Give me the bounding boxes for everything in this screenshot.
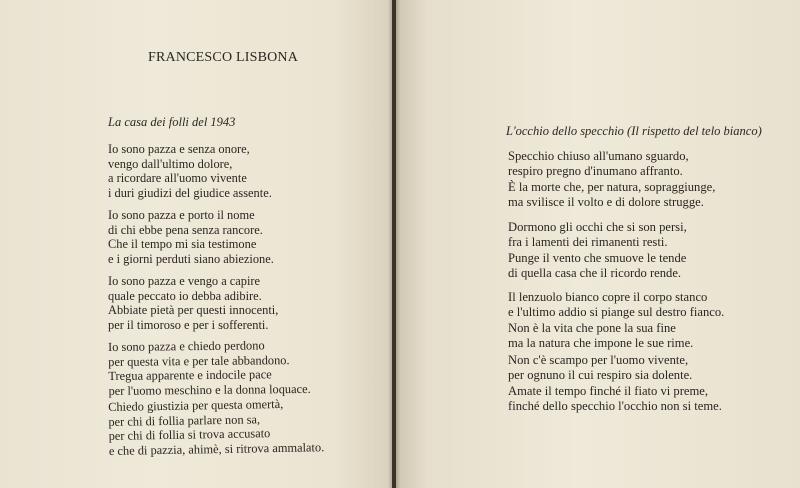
verse-line: Io sono pazza e vengo a capire <box>108 274 261 288</box>
stanza-left-2 <box>108 208 274 266</box>
verse-line: vengo dall'ultimo dolore, <box>108 156 233 171</box>
stanza-left-1 <box>108 142 272 200</box>
verse-line: quale peccato io debba adibire. <box>108 288 262 303</box>
verse-line: Tregua apparente e indocile pace <box>108 367 272 384</box>
verse-line: Punge il vento che smuove le tende <box>508 250 687 265</box>
poem-title-left: La casa dei folli del 1943 <box>108 115 236 129</box>
right-page <box>396 0 800 488</box>
verse-line: Che il tempo mi sia testimone <box>108 237 257 252</box>
verse-line: e che di pazzia, ahimè, si ritrova ammalato. <box>108 440 325 458</box>
stanza-left-3 <box>108 274 278 332</box>
verse-line: per l'uomo meschino e la donna loquace. <box>108 381 311 398</box>
stanza-right-2 <box>508 220 687 282</box>
verse-line: per ognuno il cui respiro sia dolente. <box>508 368 693 383</box>
verse-line: Chiedo giustizia per questa omertà, <box>108 396 284 414</box>
verse-line: Non c'è scampo per l'uomo vivente, <box>508 353 689 367</box>
verse-line: Specchio chiuso all'umano sguardo, <box>508 149 689 163</box>
verse-line: respiro pregno d'inumano affranto. <box>508 164 683 179</box>
verse-line: finché dello specchio l'occhio non si teme. <box>508 399 722 414</box>
stanza-right-3 <box>508 290 724 352</box>
verse-line: i duri giudizi del giudice assente. <box>108 185 272 200</box>
stanza-right-1 <box>508 149 715 211</box>
verse-line: ma svilisce il volto e di dolore strugge. <box>508 195 704 210</box>
stanza-left-5 <box>108 396 324 458</box>
verse-line: per il timoroso e per i sofferenti. <box>108 317 269 332</box>
verse-line: fra i lamenti dei rimanenti resti. <box>508 235 668 250</box>
stanza-right-4 <box>508 353 722 415</box>
verse-line: per chi di follia si trova accusato <box>108 426 271 444</box>
poem-title-right: L'occhio dello specchio (Il rispetto del telo bianco) <box>506 124 762 138</box>
verse-line: a ricordare all'uomo vivente <box>108 171 247 186</box>
verse-line: di quella casa che il ricordo rende. <box>508 266 682 281</box>
book-gutter <box>388 0 400 488</box>
verse-line: È la morte che, per natura, sopraggiunge, <box>508 179 716 194</box>
verse-line: Il lenzuolo bianco copre il corpo stanco <box>508 290 708 304</box>
verse-line: Io sono pazza e senza onore, <box>108 142 250 156</box>
stanza-left-4 <box>108 338 311 398</box>
left-page <box>0 0 392 488</box>
verse-line: ma la natura che impone le sue rime. <box>508 336 694 351</box>
verse-line: per chi di follia parlare non sa, <box>108 411 261 429</box>
verse-line: Amate il tempo finché il fiato vi preme, <box>508 383 709 398</box>
verse-line: Abbiate pietà per questi innocenti, <box>108 303 279 318</box>
verse-line: Dormono gli occhi che si son persi, <box>508 220 687 234</box>
verse-line: e l'ultimo addio si piange sul destro fianco. <box>508 305 725 320</box>
verse-line: e i giorni perduti siano abiezione. <box>108 251 274 266</box>
verse-line: Non è la vita che pone la sua fine <box>508 320 676 335</box>
verse-line: per questa vita e per tale abbandono. <box>108 352 290 369</box>
verse-line: Io sono pazza e chiedo perdono <box>108 338 265 354</box>
verse-line: Io sono pazza e porto il nome <box>108 208 255 222</box>
verse-line: di chi ebbe pena senza rancore. <box>108 222 263 237</box>
author-heading: FRANCESCO LISBONA <box>148 50 299 65</box>
